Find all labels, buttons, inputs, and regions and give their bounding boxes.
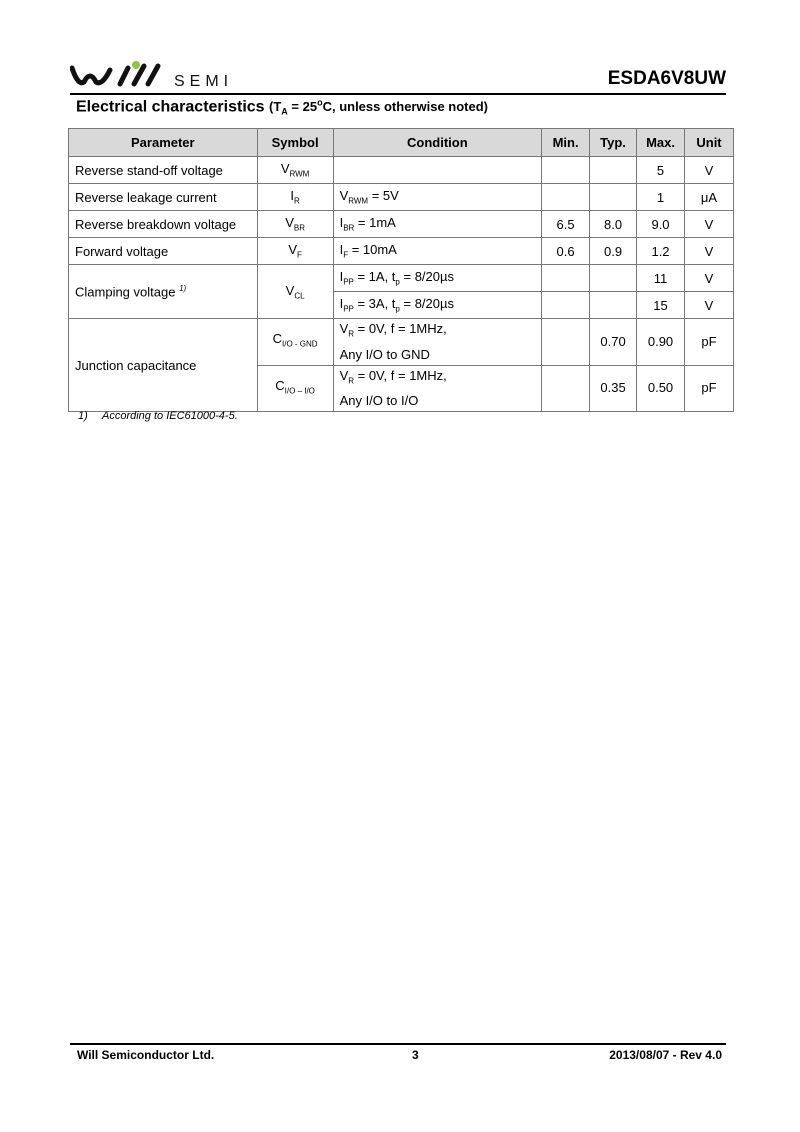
cell-typ: 0.35: [590, 365, 637, 412]
cell-max: 1.2: [637, 238, 685, 265]
cell-max: 0.90: [637, 319, 685, 366]
cell-max: 1: [637, 184, 685, 211]
footer-rule: [70, 1043, 726, 1045]
cell-unit: pF: [685, 319, 734, 366]
col-header-condition: Condition: [333, 129, 542, 157]
cell-min: [542, 184, 590, 211]
cell-symbol: $V_{BR}$: [257, 211, 333, 238]
cell-typ: 8.0: [590, 211, 637, 238]
footnote-text: According to IEC61000-4-5.: [102, 410, 238, 422]
cell-symbol: $V_F$: [257, 238, 333, 265]
footer-company: Will Semiconductor Ltd.: [77, 1048, 215, 1062]
cell-typ: [590, 265, 637, 292]
col-header-unit: Unit: [685, 129, 734, 157]
table-row: [69, 319, 734, 366]
cell-condition: $I_F = 10mA$: [333, 238, 542, 265]
cell-min: [542, 157, 590, 184]
cell-condition: $I_{PP} = 3A$, $t_p = 8/20\mu s$: [333, 292, 542, 319]
footnote: [78, 410, 238, 422]
cell-unit: V: [685, 292, 734, 319]
cell-max: 11: [637, 265, 685, 292]
electrical-characteristics-table: [68, 128, 734, 412]
cell-condition: $V_R = 0V$, f = 1MHz, Any I/O to I/O: [333, 365, 542, 412]
will-semi-logo: [70, 60, 250, 90]
col-header-parameter: Parameter: [69, 129, 258, 157]
cell-parameter: Reverse breakdown voltage: [69, 211, 258, 238]
col-header-max: Max.: [637, 129, 685, 157]
section-title-text: Electrical characteristics: [76, 98, 265, 116]
cell-typ: [590, 184, 637, 211]
logo-semi-text: SEMI: [174, 73, 234, 90]
cell-symbol: $C_{I/O - I/O}$: [257, 365, 333, 412]
cell-max: 15: [637, 292, 685, 319]
cell-condition: [333, 157, 542, 184]
cell-unit: μA: [685, 184, 734, 211]
cell-condition: $I_{PP} = 1A$, $t_p = 8/20\mu s$: [333, 265, 542, 292]
cell-parameter: Junction capacitance: [69, 319, 258, 412]
cell-symbol: $I_R$: [257, 184, 333, 211]
table-row: [69, 211, 734, 238]
cell-symbol: $V_{CL}$: [257, 265, 333, 319]
col-header-min: Min.: [542, 129, 590, 157]
cell-parameter: Clamping voltage $^{1)}$: [69, 265, 258, 319]
cell-min: 0.6: [542, 238, 590, 265]
footnote-number: 1): [78, 410, 88, 422]
table-row: [69, 238, 734, 265]
col-header-symbol: Symbol: [257, 129, 333, 157]
cell-max: 5: [637, 157, 685, 184]
will-logo-graphic: [70, 60, 250, 90]
cell-typ: 0.9: [590, 238, 637, 265]
part-number: ESDA6V8UW: [607, 68, 726, 89]
cell-condition: $I_{BR} = 1mA$: [333, 211, 542, 238]
cell-min: 6.5: [542, 211, 590, 238]
header-rule: [70, 93, 726, 95]
cell-typ: [590, 292, 637, 319]
table-row: [69, 157, 734, 184]
cell-typ: [590, 157, 637, 184]
cell-condition: $V_R = 0V$, f = 1MHz, Any I/O to GND: [333, 319, 542, 366]
table-header-row: [69, 129, 734, 157]
cell-parameter: Forward voltage: [69, 238, 258, 265]
table-row: [69, 184, 734, 211]
page-header: [70, 58, 726, 94]
cell-min: [542, 319, 590, 366]
table-row: [69, 265, 734, 292]
cell-unit: V: [685, 265, 734, 292]
cell-parameter: Reverse stand-off voltage: [69, 157, 258, 184]
cell-max: 0.50: [637, 365, 685, 412]
cell-min: [542, 365, 590, 412]
footer-page-number: 3: [412, 1048, 419, 1062]
cell-symbol: $C_{I/O - GND}$: [257, 319, 333, 366]
cell-min: [542, 265, 590, 292]
cell-unit: pF: [685, 365, 734, 412]
cell-symbol: $V_{RWM}$: [257, 157, 333, 184]
cell-max: 9.0: [637, 211, 685, 238]
col-header-typ: Typ.: [590, 129, 637, 157]
cell-condition: $V_{RWM} = 5V$: [333, 184, 542, 211]
cell-min: [542, 292, 590, 319]
footer-date-revision: 2013/08/07 - Rev 4.0: [609, 1048, 722, 1062]
cell-parameter: Reverse leakage current: [69, 184, 258, 211]
section-title: [76, 98, 488, 117]
cell-typ: 0.70: [590, 319, 637, 366]
section-condition: ($T_A = 25^oC$, unless otherwise noted): [269, 98, 488, 117]
cell-unit: V: [685, 211, 734, 238]
cell-unit: V: [685, 238, 734, 265]
footnote-marker: 1): [179, 283, 187, 293]
cell-unit: V: [685, 157, 734, 184]
